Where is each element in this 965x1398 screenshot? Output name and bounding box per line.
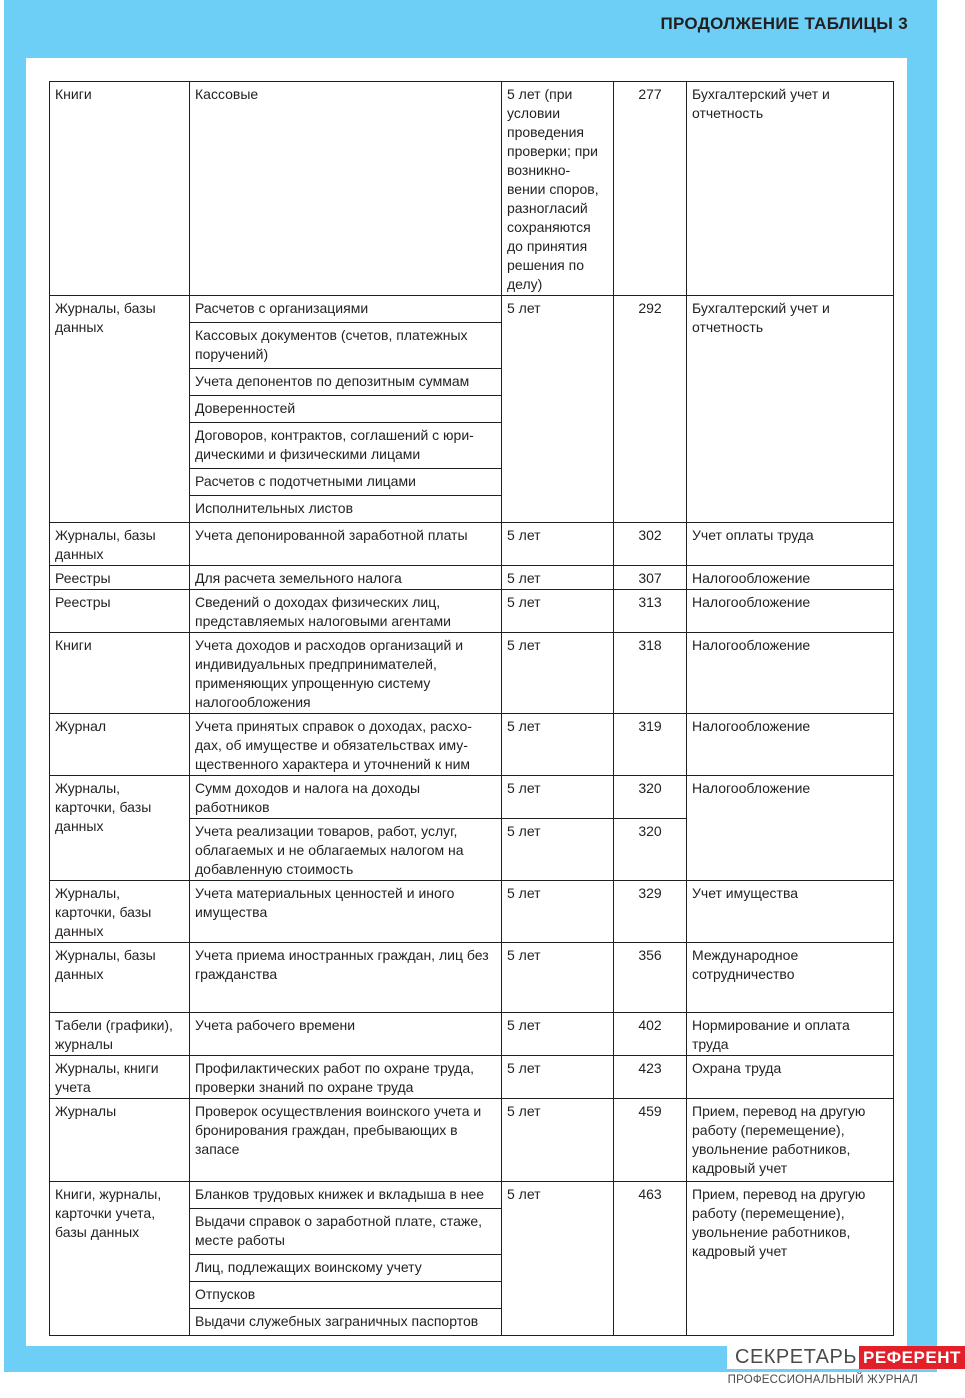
doc-name-item: Договоров, контрактов, соглашений с юри-дическими и физическими лицами: [190, 422, 501, 468]
retention-term-cell: 5 лет: [502, 590, 614, 633]
table-row: [50, 776, 894, 819]
doc-name-item: Расчетов с подотчетными лицами: [190, 468, 501, 495]
doc-name-cell: Для расчета земельного налога: [190, 566, 502, 590]
retention-term-cell: 5 лет: [502, 776, 614, 819]
article-number-cell: 423: [614, 1056, 687, 1099]
article-number-cell: 329: [614, 881, 687, 943]
table-row: [50, 82, 894, 296]
article-number-cell: 313: [614, 590, 687, 633]
journal-logo: [727, 1346, 961, 1386]
retention-term-cell: 5 лет: [502, 819, 614, 881]
doc-type-cell: Книги: [50, 633, 190, 714]
doc-type-cell: Журналы, книги учета: [50, 1056, 190, 1099]
retention-term-cell: 5 лет: [502, 1013, 614, 1056]
category-cell: Учет оплаты труда: [687, 523, 894, 566]
retention-term-cell: 5 лет: [502, 523, 614, 566]
table-row: [50, 943, 894, 1013]
retention-term-cell: 5 лет: [502, 881, 614, 943]
doc-type-cell: Журналы, базы данных: [50, 296, 190, 523]
table-row: [50, 296, 894, 523]
doc-name-item: Кассовых документов (счетов, платежных поручений): [190, 322, 501, 368]
table-row: [50, 714, 894, 776]
table-row: [50, 590, 894, 633]
retention-term-cell: 5 лет: [502, 566, 614, 590]
article-number-cell: 302: [614, 523, 687, 566]
doc-name-cell: [190, 296, 502, 523]
article-number-cell: 307: [614, 566, 687, 590]
doc-name-cell: Учета доходов и расходов организаций и индивидуальных предпринимателей, применяющих упрощенную систему налогообложения: [190, 633, 502, 714]
doc-name-item: Отпусков: [190, 1281, 501, 1308]
retention-table: [49, 81, 894, 1336]
category-cell: Налогообложение: [687, 566, 894, 590]
retention-term-cell: 5 лет: [502, 714, 614, 776]
table-continuation-title: ПРОДОЛЖЕНИЕ ТАБЛИЦЫ 3: [660, 14, 908, 33]
doc-type-cell: Журналы, базы данных: [50, 523, 190, 566]
doc-name-cell: Проверок осуществления воинского учета и бронирования граждан, пребывающих в запасе: [190, 1099, 502, 1182]
doc-name-cell: Сведений о доходах физических лиц, представляемых налоговыми агентами: [190, 590, 502, 633]
doc-name-item: Доверенностей: [190, 395, 501, 422]
doc-type-cell: Реестры: [50, 566, 190, 590]
doc-name-list: [190, 296, 501, 522]
doc-name-cell: Профилактических работ по охране труда, проверки знаний по охране труда: [190, 1056, 502, 1099]
category-cell: Прием, перевод на другую работу (перемещение), увольнение работников, кадровый учет: [687, 1182, 894, 1336]
doc-name-cell: Учета депонированной заработной платы: [190, 523, 502, 566]
doc-type-cell: Табели (графики), журналы: [50, 1013, 190, 1056]
article-number-cell: 320: [614, 819, 687, 881]
doc-type-cell: Журналы, карточки, базы данных: [50, 776, 190, 881]
doc-name-cell: [190, 1182, 502, 1336]
category-cell: Международное сотрудничество: [687, 943, 894, 1013]
doc-name-cell: Учета рабочего времени: [190, 1013, 502, 1056]
doc-name-cell: Кассовые: [190, 82, 502, 296]
doc-name-cell: Учета приема иностранных граждан, лиц без гражданства: [190, 943, 502, 1013]
doc-name-cell: Учета принятых справок о доходах, расхо-дах, об имуществе и обязательствах иму-щественного характера и уточнений к ним: [190, 714, 502, 776]
retention-term-cell: 5 лет: [502, 1056, 614, 1099]
logo-word-sekretar: СЕКРЕТАРЬ: [727, 1346, 859, 1369]
article-number-cell: 459: [614, 1099, 687, 1182]
category-cell: Налогообложение: [687, 633, 894, 714]
article-number-cell: 292: [614, 296, 687, 523]
table-row: [50, 566, 894, 590]
doc-type-cell: Журнал: [50, 714, 190, 776]
category-cell: Налогообложение: [687, 590, 894, 633]
doc-type-cell: Журналы, базы данных: [50, 943, 190, 1013]
category-cell: Бухгалтерский учет и отчетность: [687, 82, 894, 296]
article-number-cell: 402: [614, 1013, 687, 1056]
table-row: [50, 633, 894, 714]
logo-subtitle: ПРОФЕССИОНАЛЬНЫЙ ЖУРНАЛ: [727, 1374, 918, 1386]
table-row: [50, 1182, 894, 1336]
article-number-cell: 320: [614, 776, 687, 819]
table-row: [50, 881, 894, 943]
table-row: [50, 523, 894, 566]
category-cell: Бухгалтерский учет и отчетность: [687, 296, 894, 523]
article-number-cell: 463: [614, 1182, 687, 1336]
article-number-cell: 318: [614, 633, 687, 714]
retention-term-cell: 5 лет (при условии проведения проверки; при возникно-вении споров, разногласий сохраняются до принятия решения по делу): [502, 82, 614, 296]
article-number-cell: 319: [614, 714, 687, 776]
retention-term-cell: 5 лет: [502, 943, 614, 1013]
doc-type-cell: Книги, журналы, карточки учета, базы данных: [50, 1182, 190, 1336]
category-cell: Охрана труда: [687, 1056, 894, 1099]
logo-word-referent: РЕФЕРЕНТ: [859, 1346, 965, 1369]
doc-name-item: Расчетов с организациями: [195, 300, 369, 316]
doc-name-cell: Учета материальных ценностей и иного имущества: [190, 881, 502, 943]
doc-type-cell: Журналы: [50, 1099, 190, 1182]
doc-type-cell: Реестры: [50, 590, 190, 633]
category-cell: Прием, перевод на другую работу (перемещение), увольнение работников, кадровый учет: [687, 1099, 894, 1182]
table-row: [50, 1013, 894, 1056]
doc-type-cell: Книги: [50, 82, 190, 296]
retention-term-cell: 5 лет: [502, 1182, 614, 1336]
doc-type-cell: Журналы, карточки, базы данных: [50, 881, 190, 943]
article-number-cell: 356: [614, 943, 687, 1013]
doc-name-cell: Сумм доходов и налога на доходы работников: [190, 776, 502, 819]
doc-name-item: Бланков трудовых книжек и вкладыша в нее: [195, 1186, 485, 1202]
retention-term-cell: 5 лет: [502, 633, 614, 714]
retention-term-cell: 5 лет: [502, 296, 614, 523]
doc-name-list: [190, 1182, 501, 1335]
doc-name-item: Исполнительных листов: [190, 495, 501, 522]
doc-name-cell: Учета реализации товаров, работ, услуг, облагаемых и не облагаемых налогом на добавленную стоимость: [190, 819, 502, 881]
doc-name-item: Выдачи справок о заработной плате, стаже, месте работы: [190, 1208, 501, 1254]
retention-term-cell: 5 лет: [502, 1099, 614, 1182]
category-cell: Налогообложение: [687, 776, 894, 881]
doc-name-item: Лиц, подлежащих воинскому учету: [190, 1254, 501, 1281]
article-number-cell: 277: [614, 82, 687, 296]
category-cell: Налогообложение: [687, 714, 894, 776]
table-row: [50, 1099, 894, 1182]
category-cell: Нормирование и оплата труда: [687, 1013, 894, 1056]
doc-name-item: Выдачи служебных заграничных паспортов: [190, 1308, 501, 1335]
doc-name-item: Учета депонентов по депозитным суммам: [190, 368, 501, 395]
category-cell: Учет имущества: [687, 881, 894, 943]
frame-edge: [0, 0, 4, 1372]
table-row: [50, 1056, 894, 1099]
